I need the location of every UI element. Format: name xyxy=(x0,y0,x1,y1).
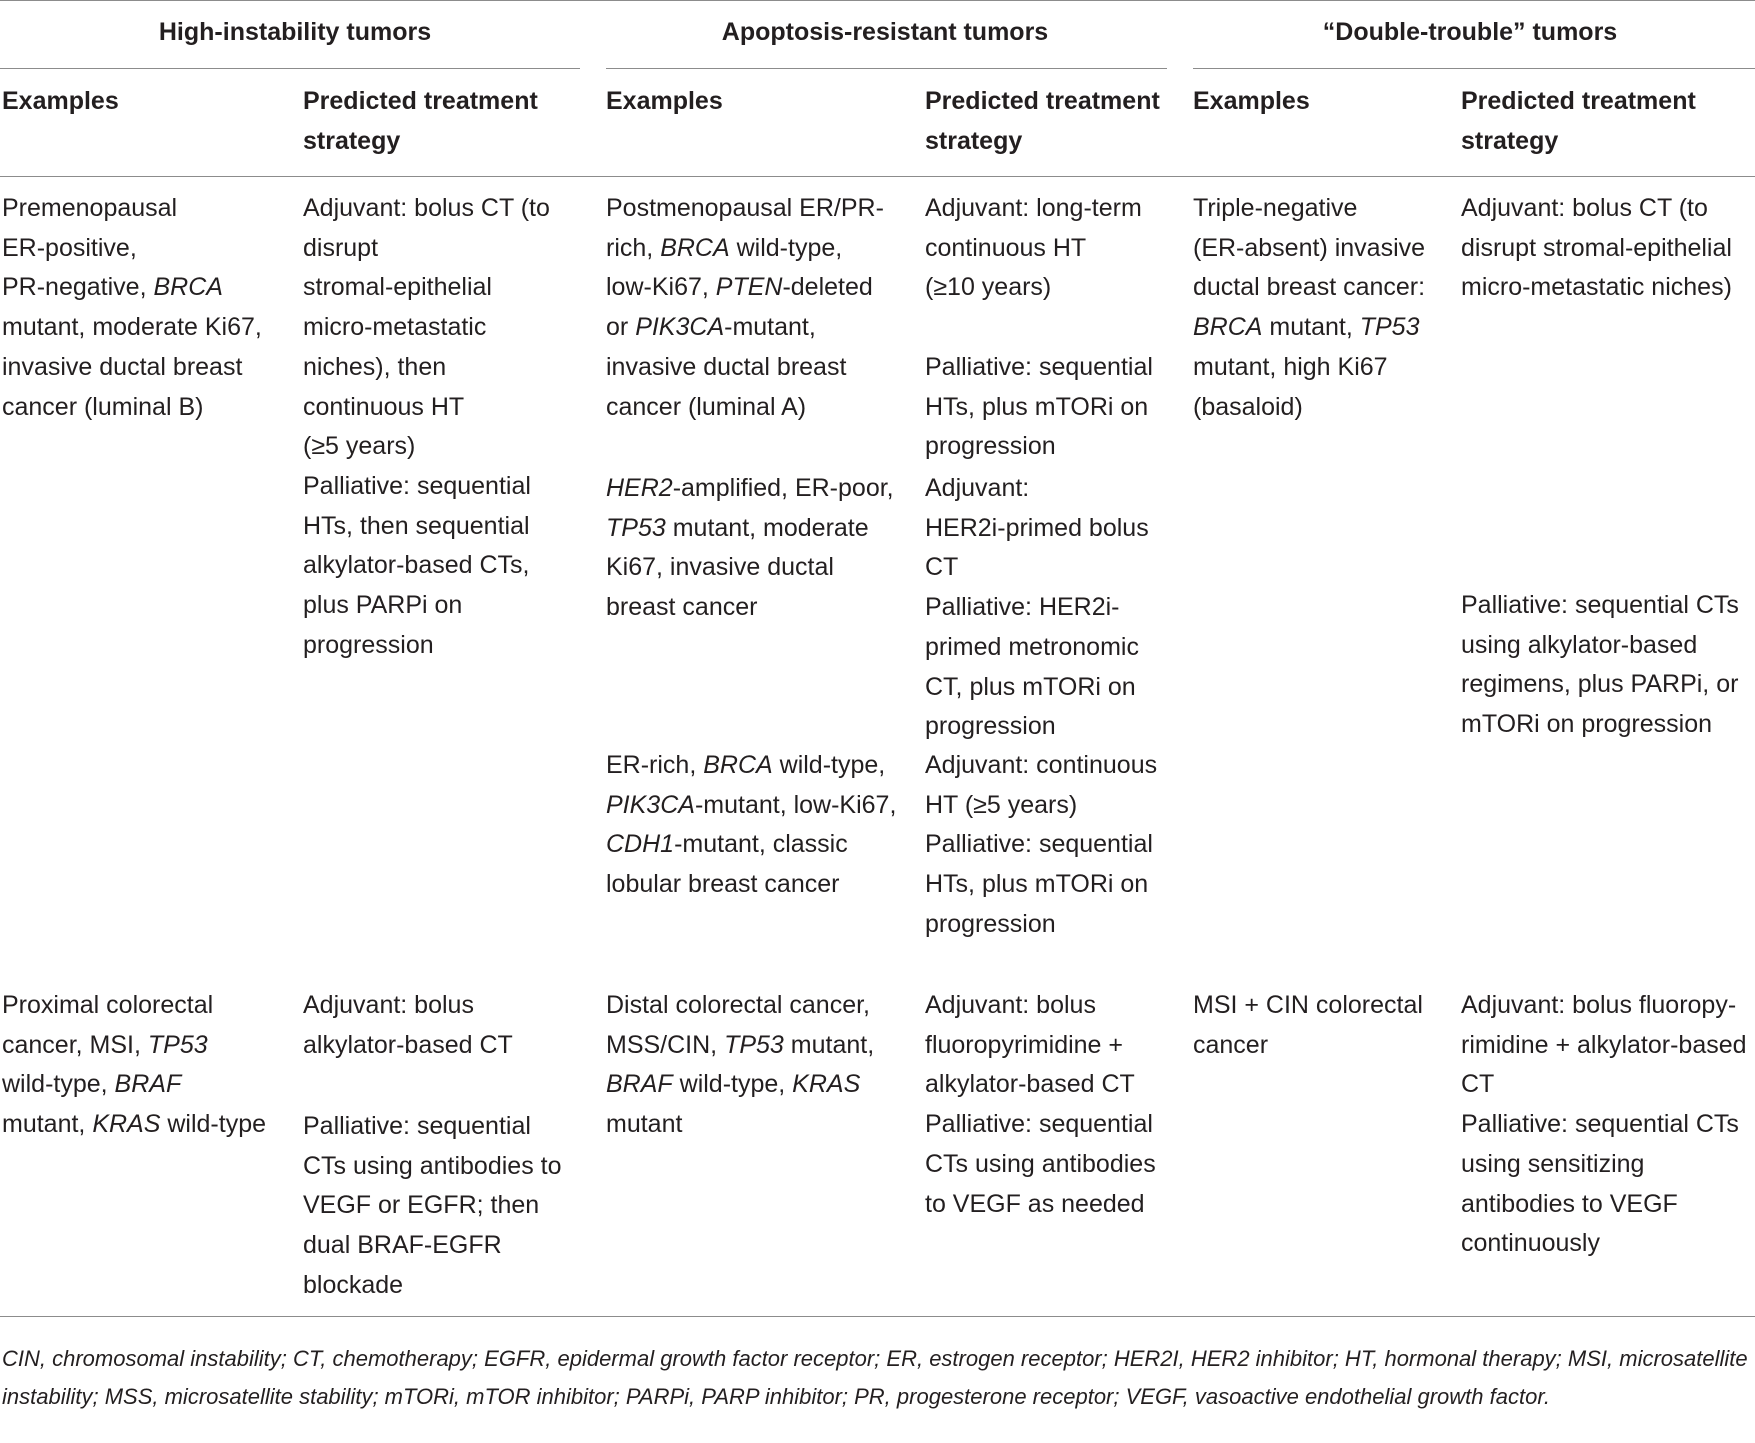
col-header-strategy-line1: Predicted treatment xyxy=(925,87,1160,115)
cell-double-breast-palliative: Palliative: sequential CTs using alkylator-based regimens, plus PARPi, or mTORi on progression xyxy=(1461,591,1739,739)
cell-apoptosis-luminal-a-adjuvant: Adjuvant: long-term continuous HT (≥10 years) xyxy=(925,194,1142,302)
cell-apoptosis-lobular-strategy: Adjuvant: continuous HT (≥5 years) Palliative: sequential HTs, plus mTORi on progression xyxy=(925,751,1158,938)
cell-double-breast-adjuvant: Adjuvant: bolus CT (to disrupt stromal-epithelial micro-metastatic niches) xyxy=(1461,194,1732,302)
col-header-examples-double: Examples xyxy=(1193,87,1310,115)
group-title-high-instability: High-instability tumors xyxy=(158,18,432,46)
table-top-rule xyxy=(0,0,1755,1)
group-title-double-trouble: “Double-trouble” tumors xyxy=(1322,18,1618,46)
group-rule-double xyxy=(1193,68,1755,69)
cell-apoptosis-her2-strategy: Adjuvant: HER2i-primed bolus CT Palliative: HER2i- primed metronomic CT, plus mTORi on progression xyxy=(925,474,1149,741)
header-rule xyxy=(0,176,1755,177)
cell-apoptosis-luminal-a-palliative: Palliative: sequential HTs, plus mTORi on progression xyxy=(925,353,1153,461)
col-header-strategy-line1: Predicted treatment xyxy=(1461,87,1696,115)
table-footnote: CIN, chromosomal instability; CT, chemotherapy; EGFR, epidermal growth factor receptor; ER, estrogen receptor; HER2I, HER2 inhibitor; HT, hormonal therapy; MSI, microsatellite instability; MSS, microsatellite stability; mTORi, mTOR inhibitor; PARPi, PARP inhibitor; PR, progesterone receptor; VEGF, vasoactive endothelial growth factor. xyxy=(2,1346,1748,1409)
cell-high-colorectal-adjuvant: Adjuvant: bolus alkylator-based CT xyxy=(303,991,513,1059)
cell-high-breast-strategy: Adjuvant: bolus CT (to disrupt stromal-epithelial micro-metastatic niches), then continuous HT (≥5 years) Palliative: sequential HTs, then sequential alkylator-based CTs, plus PARPi on progression xyxy=(303,194,550,659)
col-header-strategy-double xyxy=(1461,81,1696,161)
col-header-strategy-line1: Predicted treatment xyxy=(303,87,538,115)
cell-apoptosis-colorectal-example: Distal colorectal cancer, MSS/CIN, TP53 mutant, BRAF wild-type, KRAS mutant xyxy=(606,991,875,1139)
col-header-strategy-line2: strategy xyxy=(303,127,401,155)
col-header-strategy-high xyxy=(303,81,538,161)
col-header-strategy-apoptosis xyxy=(925,81,1160,161)
cell-high-breast-example: Premenopausal ER-positive, PR-negative, BRCA mutant, moderate Ki67, invasive ductal breast cancer (luminal B) xyxy=(2,194,262,421)
col-header-strategy-line2: strategy xyxy=(925,127,1023,155)
cell-high-colorectal-palliative: Palliative: sequential CTs using antibodies to VEGF or EGFR; then dual BRAF-EGFR blockade xyxy=(303,1112,562,1299)
cell-double-colorectal-strategy: Adjuvant: bolus fluoropy- rimidine + alkylator-based CT Palliative: sequential CTs using sensitizing antibodies to VEGF continuously xyxy=(1461,991,1747,1258)
col-header-strategy-line2: strategy xyxy=(1461,127,1559,155)
table-bottom-rule xyxy=(0,1316,1755,1317)
group-rule-apoptosis xyxy=(606,68,1167,69)
cell-apoptosis-luminal-a-example: Postmenopausal ER/PR- rich, BRCA wild-type, low-Ki67, PTEN-deleted or PIK3CA-mutant, invasive ductal breast cancer (luminal A) xyxy=(606,194,884,421)
cell-apoptosis-her2-example: HER2-amplified, ER-poor, TP53 mutant, moderate Ki67, invasive ductal breast cancer xyxy=(606,474,894,622)
group-rule-high xyxy=(0,68,580,69)
cell-high-colorectal-example: Proximal colorectal cancer, MSI, TP53 wild-type, BRAF mutant, KRAS wild-type xyxy=(2,991,267,1139)
col-header-examples-high: Examples xyxy=(2,87,119,115)
cell-double-breast-example: Triple-negative (ER-absent) invasive ductal breast cancer: BRCA mutant, TP53 mutant, high Ki67 (basaloid) xyxy=(1193,194,1426,421)
cell-apoptosis-colorectal-strategy: Adjuvant: bolus fluoropyrimidine + alkylator-based CT Palliative: sequential CTs using antibodies to VEGF as needed xyxy=(925,991,1156,1218)
col-header-examples-apoptosis: Examples xyxy=(606,87,723,115)
cell-apoptosis-lobular-example: ER-rich, BRCA wild-type, PIK3CA-mutant, low-Ki67, CDH1-mutant, classic lobular breast cancer xyxy=(606,751,897,899)
cell-double-colorectal-example: MSI + CIN colorectal cancer xyxy=(1193,991,1423,1059)
group-title-apoptosis-resistant: Apoptosis-resistant tumors xyxy=(721,18,1049,46)
